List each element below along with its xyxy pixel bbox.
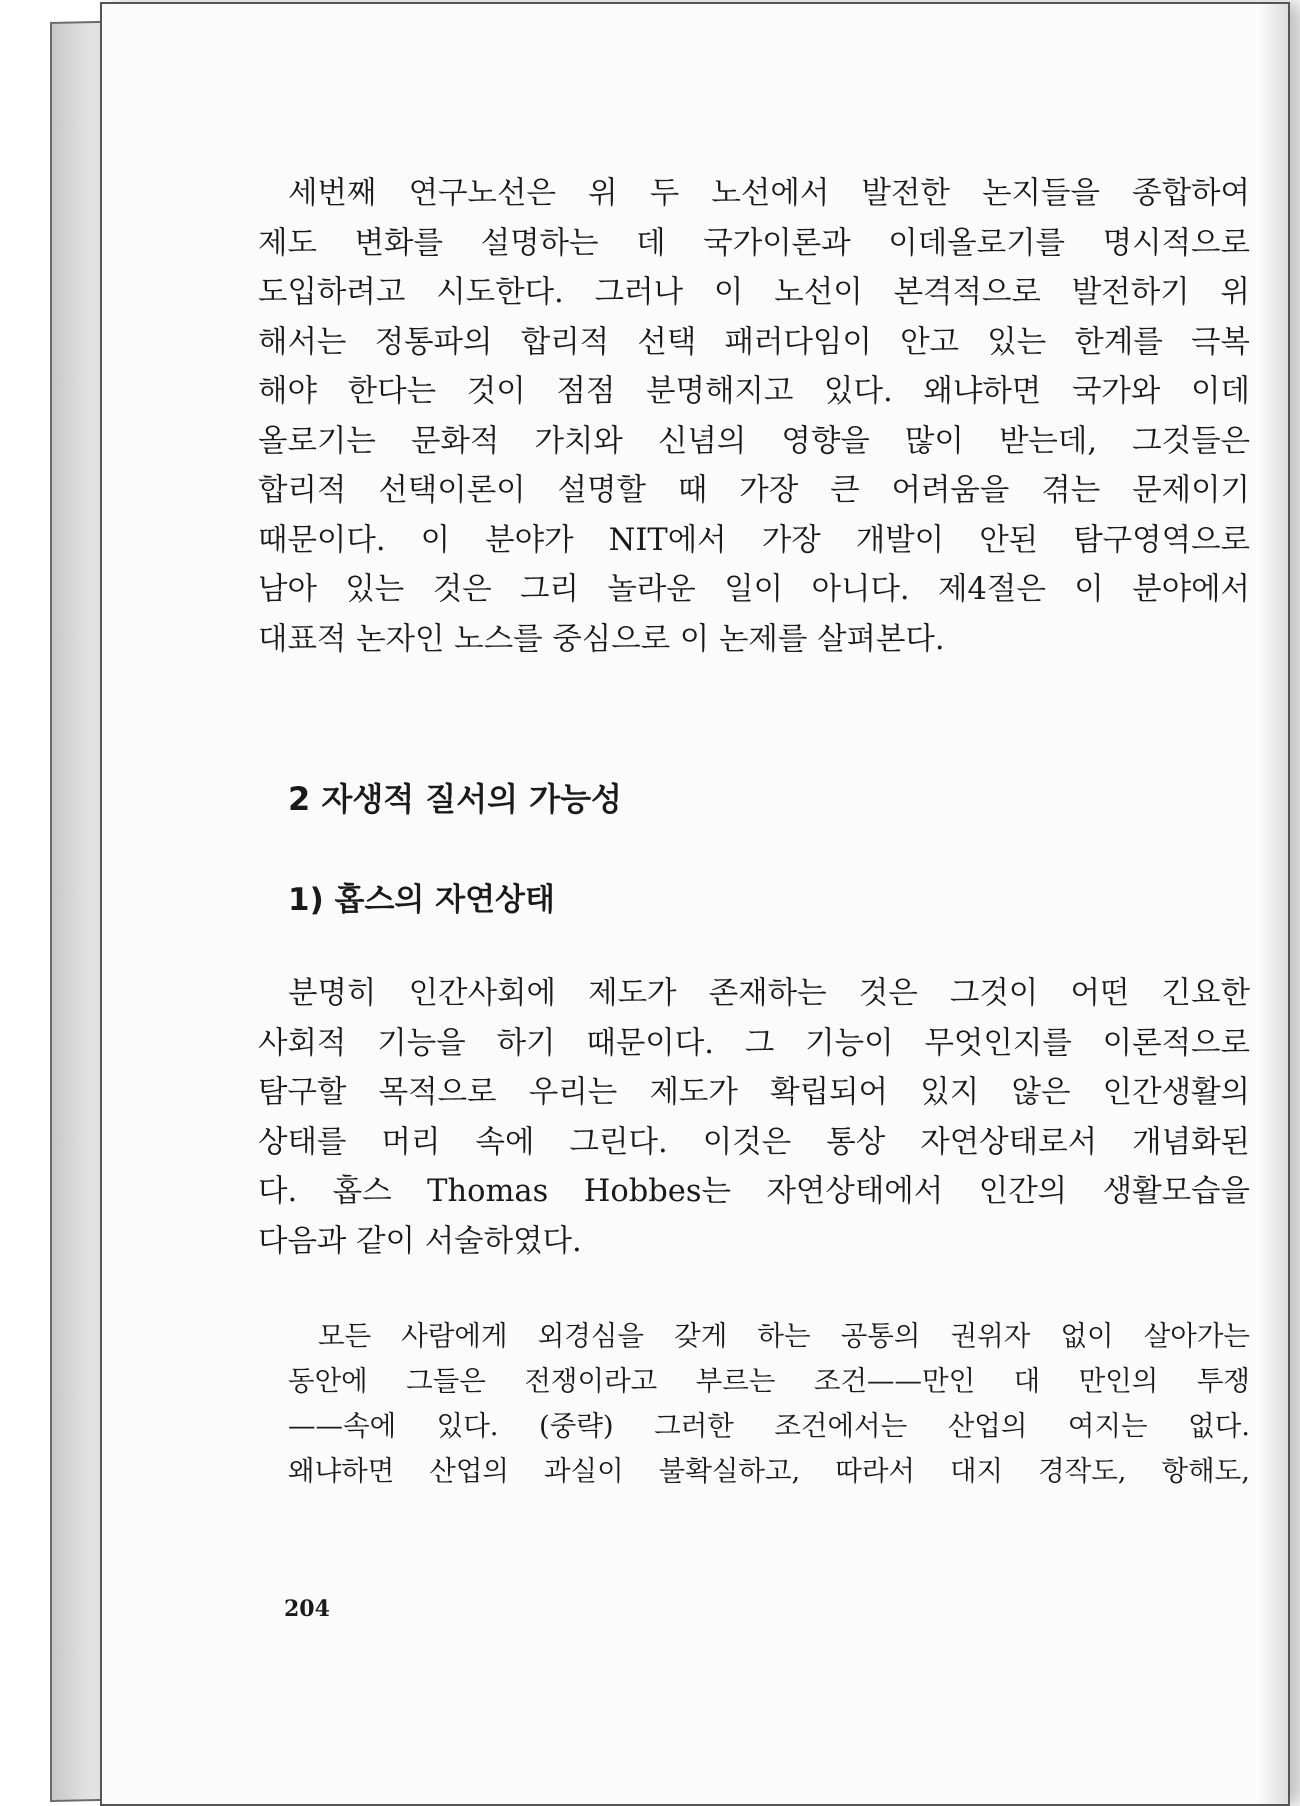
text-line: 남아 있는 것은 그리 놀라운 일이 아니다. 제4절은 이 분야에서 bbox=[258, 572, 1250, 607]
quote-line: ——속에 있다. (중략) 그러한 조건에서는 산업의 여지는 없다. bbox=[288, 1410, 1250, 1442]
text-line: 올로기는 문화적 가치와 신념의 영향을 많이 받는데, 그것들은 bbox=[258, 423, 1250, 459]
book-spine bbox=[50, 21, 104, 1802]
book-page bbox=[100, 2, 1290, 1806]
text-line: 때문이다. 이 분야가 NIT에서 가장 개발이 안된 탐구영역으로 bbox=[258, 522, 1250, 558]
text-line: 해서는 정통파의 합리적 선택 패러다임이 안고 있는 한계를 극복 bbox=[258, 324, 1250, 360]
section-heading: 2 자생적 질서의 가능성 bbox=[288, 780, 622, 818]
text-line: 탐구할 목적으로 우리는 제도가 확립되어 있지 않은 인간생활의 bbox=[258, 1075, 1250, 1110]
block-quote bbox=[288, 1314, 1250, 1494]
text-line: 분명히 인간사회에 제도가 존재하는 것은 그것이 어떤 긴요한 bbox=[288, 976, 1250, 1011]
text-line: 사회적 기능을 하기 때문이다. 그 기능이 무엇인지를 이론적으로 bbox=[258, 1025, 1250, 1061]
paragraph-2 bbox=[258, 969, 1250, 1266]
text-line: 상태를 머리 속에 그린다. 이것은 통상 자연상태로서 개념화된 bbox=[258, 1124, 1250, 1160]
quote-line: 왜냐하면 산업의 과실이 불확실하고, 따라서 대지 경작도, 항해도, bbox=[288, 1455, 1250, 1487]
text-line: 다음과 같이 서술하였다. bbox=[258, 1223, 582, 1259]
subsection-heading: 1) 홉스의 자연상태 bbox=[288, 882, 555, 918]
page-number: 204 bbox=[284, 1596, 330, 1622]
text-line: 합리적 선택이론이 설명할 때 가장 큰 어려움을 겪는 문제이기 bbox=[258, 473, 1250, 508]
text-line: 제도 변화를 설명하는 데 국가이론과 이데올로기를 명시적으로 bbox=[258, 225, 1250, 261]
text-line: 대표적 논자인 노스를 중심으로 이 논제를 살펴본다. bbox=[258, 621, 945, 657]
quote-line: 동안에 그들은 전쟁이라고 부르는 조건——만인 대 만인의 투쟁 bbox=[288, 1365, 1250, 1397]
text-line: 해야 한다는 것이 점점 분명해지고 있다. 왜냐하면 국가와 이데 bbox=[258, 374, 1250, 409]
text-line: 세번째 연구노선은 위 두 노선에서 발전한 논지들을 종합하여 bbox=[288, 176, 1250, 211]
text-line: 도입하려고 시도한다. 그러나 이 노선이 본격적으로 발전하기 위 bbox=[258, 275, 1250, 310]
quote-line: 모든 사람에게 외경심을 갖게 하는 공통의 권위자 없이 살아가는 bbox=[318, 1320, 1250, 1352]
paragraph-1 bbox=[258, 169, 1250, 664]
page-shadow bbox=[1258, 4, 1288, 1804]
text-line: 다. 홉스 Thomas Hobbes는 자연상태에서 인간의 생활모습을 bbox=[258, 1174, 1250, 1209]
